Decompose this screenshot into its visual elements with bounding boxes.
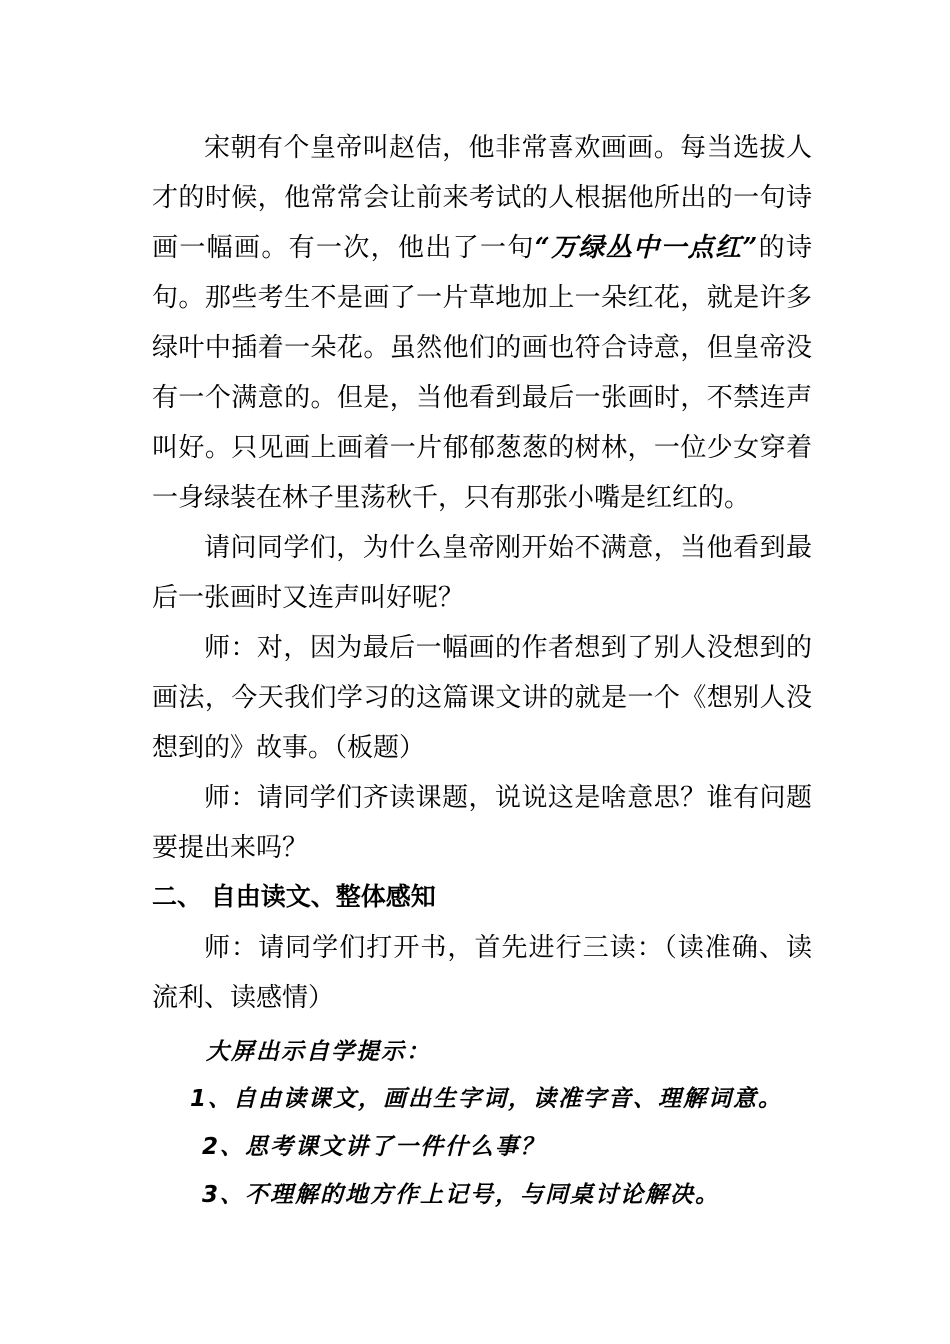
teacher-explanation-paragraph: 师：对，因为最后一幅画的作者想到了别人没想到的画法，今天我们学习的这篇课文讲的就是一个《想别人没想到的》故事。（板题） xyxy=(152,633,812,763)
story-paragraph xyxy=(152,123,812,523)
prompt-item-1: 1、自由读课文，画出生字词，读准字音、理解词意。 xyxy=(190,1086,784,1112)
teacher-question-paragraph: 师：请同学们齐读课题，说说这是啥意思？谁有问题要提出来吗？ xyxy=(152,783,812,863)
section-heading: 二、 自由读文、整体感知 xyxy=(152,882,436,911)
poem-quote: “万绿丛中一点红” xyxy=(534,233,758,263)
prompt-title: 大屏出示自学提示： xyxy=(206,1039,431,1065)
story-text-after: 的诗句。那些考生不是画了一片草地加上一朵红花，就是许多绿叶中插着一朵花。虽然他们的画也符合诗意，但皇帝没有一个满意的。但是，当他看到最后一张画时，不禁连声叫好。只见画上画着一片郁郁葱葱的树林，一位少女穿着一身绿装在林子里荡秋千，只有那张小嘴是红红的。 xyxy=(152,233,812,513)
prompt-item-2: 2、思考课文讲了一件什么事？ xyxy=(202,1134,546,1160)
prompt-item-3: 3、不理解的地方作上记号，与同桌讨论解决。 xyxy=(202,1182,721,1208)
story-text-before: 宋朝有个皇帝叫赵佶，他非常喜欢画画。每当选拔人才的时候，他常常会让前来考试的人根据他所出的一句诗画一幅画。有一次，他出了一句 xyxy=(152,133,812,263)
reading-instruction-paragraph: 师：请同学们打开书，首先进行三读：（读准确、读流利、读感情） xyxy=(152,933,812,1013)
question-paragraph: 请问同学们，为什么皇帝刚开始不满意，当他看到最后一张画时又连声叫好呢？ xyxy=(152,533,812,613)
